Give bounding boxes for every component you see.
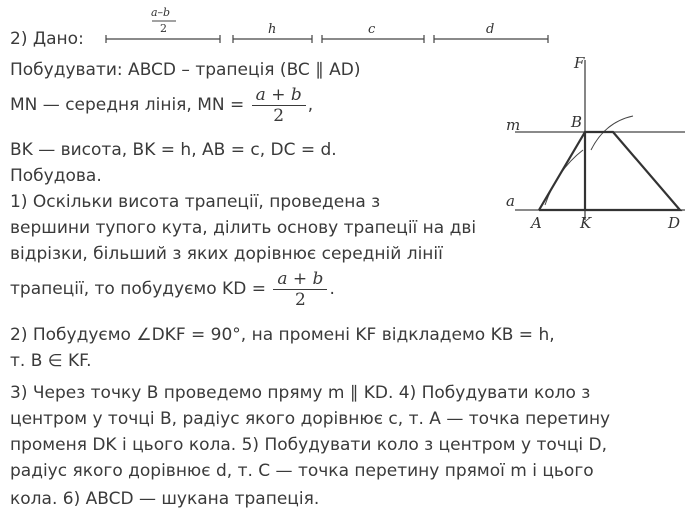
label-a-point: A (531, 214, 542, 232)
segment-1-denominator: 2 (160, 22, 167, 35)
text-line-8 (10, 268, 335, 310)
segment-3-label: c (368, 22, 376, 37)
text-line-4: Побудова. (10, 166, 102, 186)
text-line-7: відрізки, більший з яких дорівнює середній лінії (10, 244, 443, 264)
given-prefix: 2) Дано: (10, 29, 84, 49)
text-line-9: 2) Побудуємо ∠DKF = 90°, на промені KF відкладемо KB = h, (10, 325, 555, 345)
label-m: m (506, 116, 521, 134)
text-line-15: кола. 6) ABCD — шукана трапеція. (10, 489, 320, 509)
text-line-13: променя DK і цього кола. 5) Побудувати коло з центром у точці D, (10, 435, 608, 455)
text-line-2-post: , (307, 95, 314, 115)
segment-1-numerator: a–b (151, 6, 171, 19)
label-d: D (668, 214, 681, 232)
text-line-2 (10, 84, 313, 126)
kd-fraction-num: a + b (273, 269, 327, 290)
label-a-line: a (506, 192, 515, 210)
arc-center-b (545, 150, 583, 205)
kd-fraction-den: 2 (294, 289, 306, 310)
label-b: B (571, 113, 583, 131)
text-line-8-pre: трапеції, то побудуємо KD = (10, 279, 266, 299)
text-line-3: BK — висота, BK = h, AB = c, DC = d. (10, 140, 337, 160)
trapezoid-abcd (539, 132, 680, 210)
text-line-5: 1) Оскільки висота трапеції, проведена з (10, 192, 381, 212)
mn-fraction (252, 85, 306, 126)
text-line-6: вершини тупого кута, ділить основу трапеції на дві (10, 218, 477, 238)
text-line-11: 3) Через точку B проведемо пряму m ∥ KD. 4) Побудувати коло з (10, 383, 591, 403)
mn-fraction-num: a + b (252, 85, 306, 106)
segment-2-label: h (268, 22, 277, 37)
text-line-10: т. B ∈ KF. (10, 351, 92, 371)
text-line-14: радіус якого дорівнює d, т. C — точка перетину прямої m і цього (10, 461, 594, 481)
mn-fraction-den: 2 (273, 105, 285, 126)
text-line-2-pre: MN — середня лінія, MN = (10, 95, 245, 115)
text-line-1: Побудувати: ABCD – трапеція (BC ∥ AD) (10, 60, 361, 80)
segment-4-label: d (486, 22, 495, 37)
text-line-12: центром у точці B, радіус якого дорівнює c, т. A — точка перетину (10, 409, 611, 429)
label-k: K (580, 214, 592, 232)
kd-fraction (273, 269, 327, 310)
label-f: F (574, 54, 585, 72)
text-line-8-post: . (329, 279, 335, 299)
trapezoid-construction-figure (495, 50, 695, 240)
